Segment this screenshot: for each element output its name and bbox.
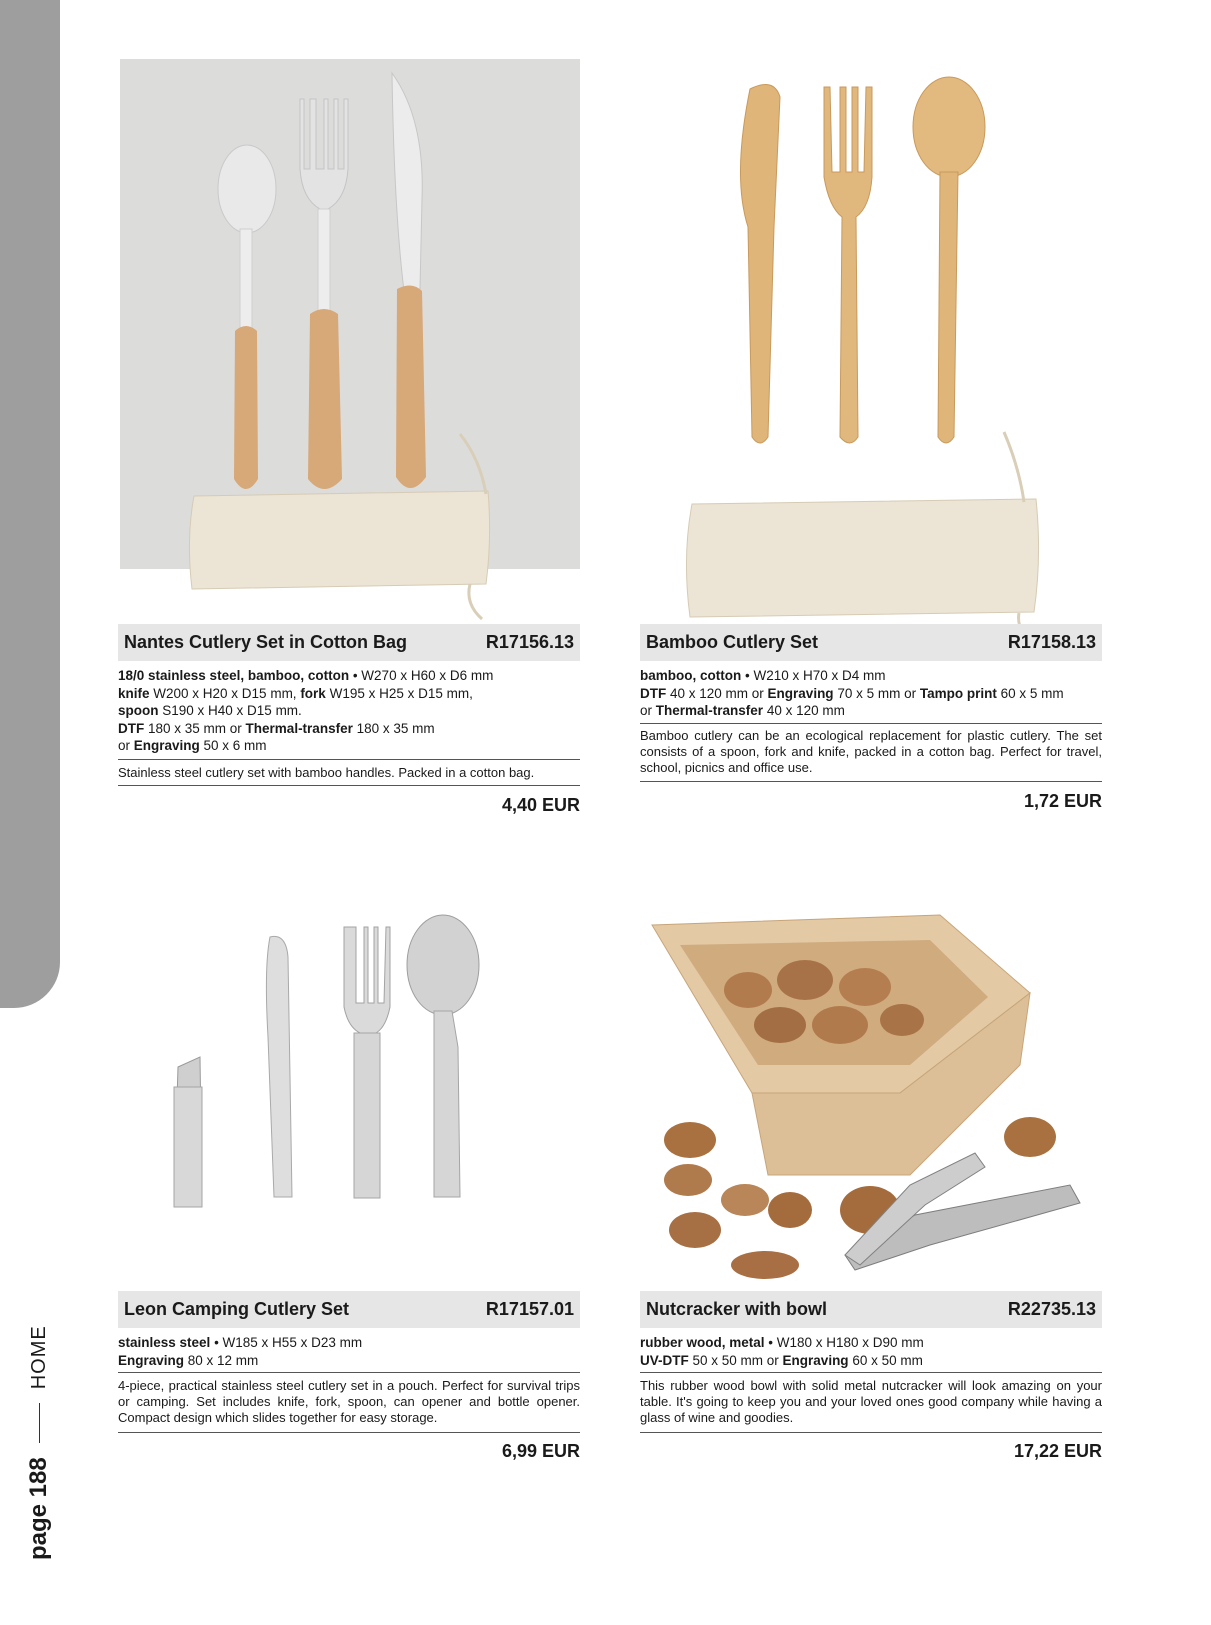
product-price: 17,22 EUR: [1013, 1441, 1102, 1461]
divider: [640, 1372, 1102, 1373]
section-name: HOME: [28, 1325, 50, 1390]
product-photo: [624, 57, 1102, 657]
divider: [118, 759, 580, 760]
spec-value: 60 x 5 mm: [996, 685, 1064, 701]
spec-value: S190 x H40 x D15 mm.: [158, 703, 302, 718]
spec-key: Engraving: [118, 1352, 185, 1368]
product-price: 1,72 EUR: [1023, 791, 1102, 811]
product-description: Bamboo cutlery can be an ecological replacement for plastic cutlery. The set consists of a spoon, fork and knife, packed in a cotton bag. Perfect for travel, school, picnics and office use.: [640, 728, 1102, 775]
spec-line: [118, 667, 580, 685]
spec-key: 18/0 stainless steel, bamboo, cotton: [118, 668, 350, 683]
spec-key: DTF: [118, 720, 145, 736]
spec-key: Thermal-transfer: [245, 720, 353, 736]
product-card: [640, 885, 1102, 1565]
spec-key: DTF: [640, 685, 667, 701]
spec-key: Engraving: [767, 685, 834, 701]
spec-value: • W185 x H55 x D23 mm: [210, 1335, 363, 1350]
page-footer: [22, 1320, 58, 1560]
spec-value: or: [118, 738, 134, 753]
product-title-bar: [640, 1291, 1102, 1328]
product-price: 4,40 EUR: [501, 795, 580, 815]
product-description: Stainless steel cutlery set with bamboo handles. Packed in a cotton bag.: [118, 765, 535, 780]
spec-value: 40 x 120 mm: [763, 703, 845, 718]
spec-line: [640, 702, 1102, 720]
divider: [118, 1432, 580, 1433]
page-number: page 188: [25, 1457, 52, 1560]
product-card: [118, 57, 580, 857]
spec-key: spoon: [118, 703, 159, 718]
spec-line: [640, 1352, 1102, 1370]
spec-key: Thermal-transfer: [655, 703, 764, 718]
spec-line: [118, 685, 580, 703]
spec-value: 60 x 50 mm: [848, 1352, 923, 1368]
product-code: R17156.13: [485, 632, 574, 652]
product-description: 4-piece, practical stainless steel cutlery set in a pouch. Perfect for survival trips or camping. Set includes knife, fork, spoon, can opener and bottle opener. Compact design which slides together for easy storage.: [118, 1378, 580, 1425]
product-code: R22735.13: [1007, 1299, 1096, 1319]
spec-line: [640, 667, 1102, 685]
product-photo: [640, 885, 1102, 1280]
spec-line: [118, 702, 580, 720]
spec-key: knife: [118, 685, 150, 701]
product-description: This rubber wood bowl with solid metal nutcracker will look amazing on your table. It's going to keep you and your loved ones good company while having a glass of wine and goodies.: [640, 1378, 1102, 1425]
product-title-bar: [118, 1291, 580, 1328]
spec-value: • W180 x H180 x D90 mm: [764, 1335, 924, 1350]
divider: [640, 723, 1102, 724]
spec-key: bamboo, cotton: [640, 668, 742, 683]
divider: [640, 781, 1102, 782]
product-code: R17157.01: [485, 1299, 574, 1319]
spec-value: • W270 x H60 x D6 mm: [349, 668, 494, 683]
spec-value: W200 x H20 x D15 mm,: [149, 685, 301, 701]
product-price: 6,99 EUR: [501, 1441, 580, 1461]
spec-value: 50 x 6 mm: [199, 738, 267, 753]
spec-key: rubber wood, metal: [640, 1335, 765, 1350]
product-card: [640, 57, 1102, 857]
product-photo: [138, 897, 558, 1277]
product-title: Leon Camping Cutlery Set: [124, 1299, 350, 1319]
spec-key: Tampo print: [919, 685, 997, 701]
footer-divider: [39, 1403, 40, 1443]
spec-line: [118, 720, 580, 738]
product-title: Bamboo Cutlery Set: [646, 632, 819, 652]
spec-value: 70 x 5 mm or: [833, 685, 920, 701]
spec-key: fork: [300, 685, 326, 701]
section-tab: [0, 0, 60, 1008]
spec-value: 40 x 120 mm or: [666, 685, 768, 701]
divider: [118, 785, 580, 786]
product-title-bar: [640, 624, 1102, 661]
spec-key: stainless steel: [118, 1335, 211, 1350]
product-photo: [120, 59, 580, 649]
spec-value: or: [640, 703, 656, 718]
product-specs: [118, 667, 580, 755]
spec-line: [118, 1334, 580, 1352]
product-title-bar: [118, 624, 580, 661]
spec-value: • W210 x H70 x D4 mm: [741, 668, 886, 683]
divider: [640, 1432, 1102, 1433]
product-specs: [640, 667, 1102, 720]
divider: [118, 1372, 580, 1373]
spec-value: 180 x 35 mm or: [144, 720, 246, 736]
product-title: Nutcracker with bowl: [646, 1299, 828, 1319]
product-title: Nantes Cutlery Set in Cotton Bag: [124, 632, 408, 652]
spec-key: UV-DTF: [640, 1352, 689, 1368]
spec-value: 80 x 12 mm: [184, 1352, 259, 1368]
product-card: [118, 885, 580, 1565]
spec-line: [118, 1352, 580, 1370]
spec-key: Engraving: [782, 1352, 849, 1368]
product-specs: [118, 1334, 580, 1369]
spec-key: Engraving: [133, 738, 200, 753]
product-specs: [640, 1334, 1102, 1369]
product-code: R17158.13: [1007, 632, 1096, 652]
spec-value: W195 x H25 x D15 mm,: [325, 685, 473, 701]
spec-value: 50 x 50 mm or: [688, 1352, 783, 1368]
spec-line: [640, 685, 1102, 703]
spec-value: 180 x 35 mm: [352, 720, 435, 736]
spec-line: [118, 737, 580, 755]
spec-line: [640, 1334, 1102, 1352]
